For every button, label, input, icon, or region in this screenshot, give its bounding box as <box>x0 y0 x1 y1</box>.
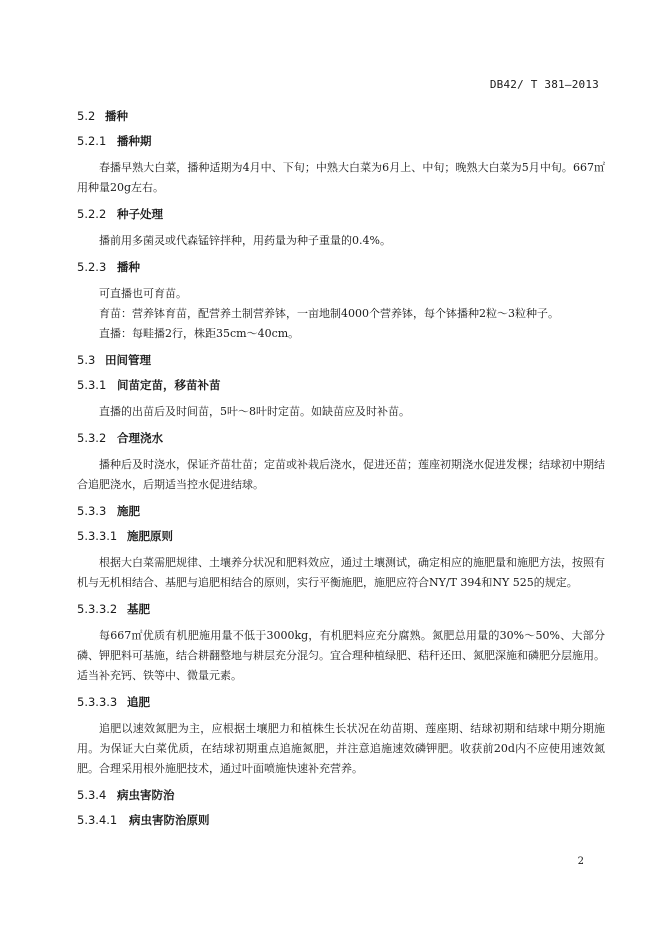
section-heading <box>77 812 605 828</box>
section-title: 追肥 <box>127 695 150 709</box>
section-number: 5.2 <box>77 109 96 123</box>
paragraph: 根据大白菜需肥规律、土壤养分状况和肥料效应，通过土壤测试，确定相应的施肥量和施肥方法，按照有机与无机相结合、基肥与追肥相结合的原则，实行平衡施肥，施肥应符合NY/T 394和NY 525的规定。 <box>77 556 605 589</box>
section-number: 5.2.2 <box>77 207 107 221</box>
paragraph: 可直播也可育苗。 <box>99 287 187 300</box>
section-number: 5.3 <box>77 353 96 367</box>
page-number: 2 <box>577 856 584 867</box>
section-number: 5.3.3.1 <box>77 529 118 543</box>
section-title: 播种 <box>117 260 140 274</box>
section-number: 5.3.3.2 <box>77 602 118 616</box>
section-number: 5.3.4 <box>77 788 107 802</box>
paragraph-block <box>77 455 605 495</box>
section-heading <box>77 787 605 803</box>
section-number: 5.3.1 <box>77 378 107 392</box>
section-number: 5.3.3 <box>77 504 107 518</box>
section-heading <box>77 377 605 393</box>
paragraph: 每667㎡优质有机肥施用量不低于3000kg，有机肥料应充分腐熟。氮肥总用量的30%～50%、大部分磷、钾肥料可基施，结合耕翻整地与耕层充分混匀。宜合理种植绿肥、秸秆还田、氮肥深施和磷肥分层施用。适当补充钙、铁等中、微量元素。 <box>77 629 605 682</box>
paragraph-block <box>77 284 605 344</box>
section-title: 间苗定苗，移苗补苗 <box>117 378 221 392</box>
section-title: 播种 <box>105 109 128 123</box>
section-heading <box>77 528 605 544</box>
section-title: 病虫害防治原则 <box>129 813 210 827</box>
document-body <box>77 108 605 837</box>
paragraph-block <box>77 402 605 422</box>
section-title: 合理浇水 <box>117 431 163 445</box>
paragraph: 直播：每畦播2行，株距35cm～40cm。 <box>99 327 300 340</box>
paragraph: 春播早熟大白菜，播种适期为4月中、下旬；中熟大白菜为6月上、中旬；晚熟大白菜为5月中旬。667㎡用种量20g左右。 <box>77 161 605 194</box>
paragraph: 直播的出苗后及时间苗，5叶～8叶时定苗。如缺苗应及时补苗。 <box>99 405 410 418</box>
section-title: 施肥原则 <box>127 529 173 543</box>
section-heading <box>77 601 605 617</box>
document-code: DB42/ T 381—2013 <box>489 78 599 91</box>
paragraph-block <box>77 626 605 686</box>
section-title: 种子处理 <box>117 207 163 221</box>
section-heading <box>77 108 605 124</box>
section-title: 播种期 <box>117 134 152 148</box>
section-heading <box>77 694 605 710</box>
section-heading <box>77 206 605 222</box>
section-number: 5.2.3 <box>77 260 107 274</box>
section-heading <box>77 352 605 368</box>
paragraph-block <box>77 231 605 251</box>
section-title: 病虫害防治 <box>117 788 175 802</box>
section-heading <box>77 503 605 519</box>
section-number: 5.2.1 <box>77 134 107 148</box>
paragraph: 播前用多菌灵或代森锰锌拌种，用药量为种子重量的0.4%。 <box>99 234 391 247</box>
paragraph-block <box>77 158 605 198</box>
paragraph: 播种后及时浇水，保证齐苗壮苗；定苗或补栽后浇水，促进还苗；莲座初期浇水促进发棵；结球初中期结合追肥浇水，后期适当控水促进结球。 <box>77 458 605 491</box>
section-title: 田间管理 <box>105 353 151 367</box>
section-number: 5.3.3.3 <box>77 695 118 709</box>
paragraph-block <box>77 719 605 779</box>
section-title: 基肥 <box>127 602 150 616</box>
paragraph: 育苗：营养钵育苗，配营养土制营养钵，一亩地制4000个营养钵，每个钵播种2粒～3粒种子。 <box>99 307 559 320</box>
section-heading <box>77 430 605 446</box>
section-heading <box>77 133 605 149</box>
section-number: 5.3.2 <box>77 431 107 445</box>
section-title: 施肥 <box>117 504 140 518</box>
section-heading <box>77 259 605 275</box>
paragraph: 追肥以速效氮肥为主，应根据土壤肥力和植株生长状况在幼苗期、莲座期、结球初期和结球中期分期施用。为保证大白菜优质，在结球初期重点追施氮肥，并注意追施速效磷钾肥。收获前20d内不应使用速效氮肥。合理采用根外施肥技术，通过叶面喷施快速补充营养。 <box>77 722 605 775</box>
paragraph-block <box>77 553 605 593</box>
section-number: 5.3.4.1 <box>77 813 118 827</box>
